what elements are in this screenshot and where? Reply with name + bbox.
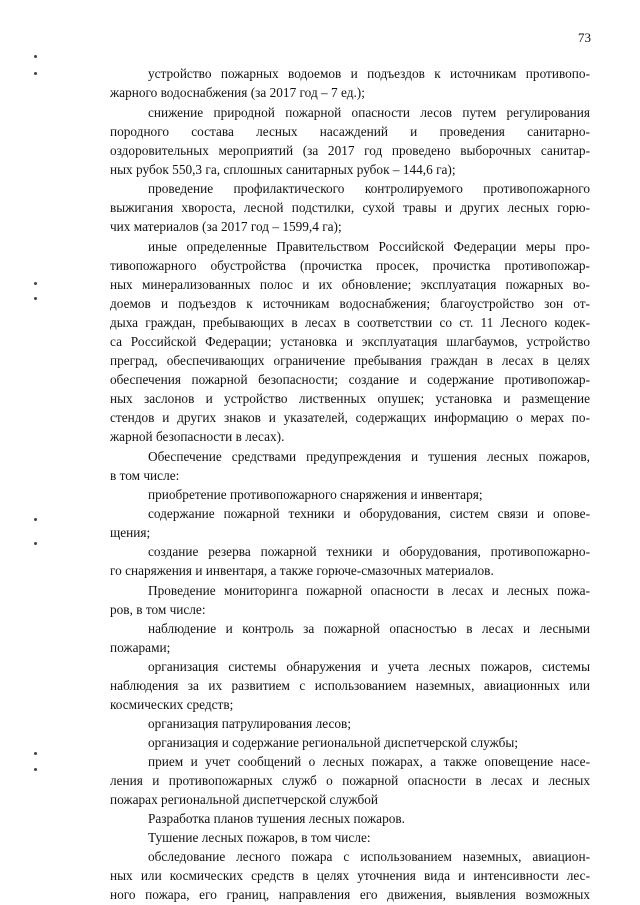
text-line: Тушение лесных пожаров, в том числе: — [148, 830, 371, 845]
text-line: жарного водоснабжения (за 2017 год – 7 ед.); — [110, 85, 365, 100]
text-line: снижение природной пожарной опасности лесов путем регулирования — [148, 105, 590, 120]
text-line: доемов и подъездов к источникам водоснабжения; благоустройство зон от- — [110, 296, 590, 311]
text-line: щения; — [110, 525, 151, 540]
text-line: выжигания хвороста, лесной подстилки, сухой травы и других лесных горю- — [110, 200, 590, 215]
text-line: оздоровительных мероприятий (за 2017 год проведено выборочных санитар- — [110, 143, 590, 158]
text-line: стендов и других знаков и указателей, содержащих информацию о мерах по- — [110, 410, 590, 425]
text-line: тивопожарного обустройства (прочистка просек, прочистка противопожар- — [110, 258, 590, 273]
text-line: преград, обеспечивающих ограничение пребывания граждан в лесах в целях — [110, 353, 590, 368]
text-line: ных заслонов и устройство лиственных опушек; установка и размещение — [110, 391, 590, 406]
text-line: устройство пожарных водоемов и подъездов к источникам противопо- — [148, 66, 590, 81]
text-line: пожарами; — [110, 640, 171, 655]
scan-mark — [34, 282, 37, 285]
text-line: в том числе: — [110, 468, 180, 483]
scan-mark — [34, 297, 37, 300]
text-line: наблюдение и контроль за пожарной опасностью в лесах и лесными — [148, 621, 590, 636]
scan-mark — [34, 518, 37, 521]
text-line: ров, в том числе: — [110, 602, 206, 617]
scan-mark — [34, 542, 37, 545]
text-line: создание резерва пожарной техники и оборудования, противопожарно- — [148, 544, 590, 559]
text-line: иные определенные Правительством Российской Федерации меры про- — [148, 239, 590, 254]
text-line: Обеспечение средствами предупреждения и тушения лесных пожаров, — [148, 449, 590, 464]
text-line: пожарах региональной диспетчерской службой — [110, 792, 379, 807]
text-line: ного пожара, его границ, направления его движения, выявления возможных — [110, 887, 590, 902]
text-line: организация патрулирования лесов; — [148, 716, 352, 731]
text-line: жарной безопасности в лесах). — [110, 429, 285, 444]
text-line: ления и противопожарных служб о пожарной опасности в лесах и лесных — [110, 773, 590, 788]
text-line: обеспечения пожарной безопасности; создание и содержание противопожар- — [110, 372, 590, 387]
text-line: са Российской Федерации; установка и эксплуатация шлагбаумов, устройство — [110, 334, 590, 349]
text-line: чих материалов (за 2017 год – 1599,4 га); — [110, 219, 342, 234]
text-line: организация и содержание региональной диспетчерской службы; — [148, 735, 519, 750]
text-line: породного состава лесных насаждений и проведения санитарно- — [110, 124, 590, 139]
text-line: Разработка планов тушения лесных пожаров. — [148, 811, 405, 826]
scan-mark — [34, 768, 37, 771]
text-line: содержание пожарной техники и оборудования, систем связи и опове- — [148, 506, 590, 521]
text-line: дыха граждан, пребывающих в лесах в соответствии со ст. 11 Лесного кодек- — [110, 315, 590, 330]
text-line: приобретение противопожарного снаряжения и инвентаря; — [148, 487, 483, 502]
text-line: ных рубок 550,3 га, сплошных санитарных рубок – 144,6 га); — [110, 162, 456, 177]
text-line: обследование лесного пожара с использованием наземных, авиацион- — [148, 849, 590, 864]
text-line: организация системы обнаружения и учета лесных пожаров, системы — [148, 659, 590, 674]
text-line: ных минерализованных полос и их обновление; эксплуатация пожарных во- — [110, 277, 590, 292]
scan-mark — [34, 55, 37, 58]
scan-mark — [34, 72, 37, 75]
text-line: проведение профилактического контролируемого противопожарного — [148, 181, 590, 196]
text-line: космических средств; — [110, 697, 234, 712]
scan-mark — [34, 752, 37, 755]
text-line: прием и учет сообщений о лесных пожарах, а также оповещение насе- — [148, 754, 590, 769]
text-line: наблюдения за их развитием с использованием наземных, авиационных или — [110, 678, 590, 693]
text-line: Проведение мониторинга пожарной опасности в лесах и лесных пожа- — [148, 583, 590, 598]
text-line: ных или космических средств в целях уточнения вида и интенсивности лес- — [110, 868, 590, 883]
text-line: го снаряжения и инвентаря, а также горюче-смазочных материалов. — [110, 563, 494, 578]
page-number: 73 — [578, 30, 591, 45]
